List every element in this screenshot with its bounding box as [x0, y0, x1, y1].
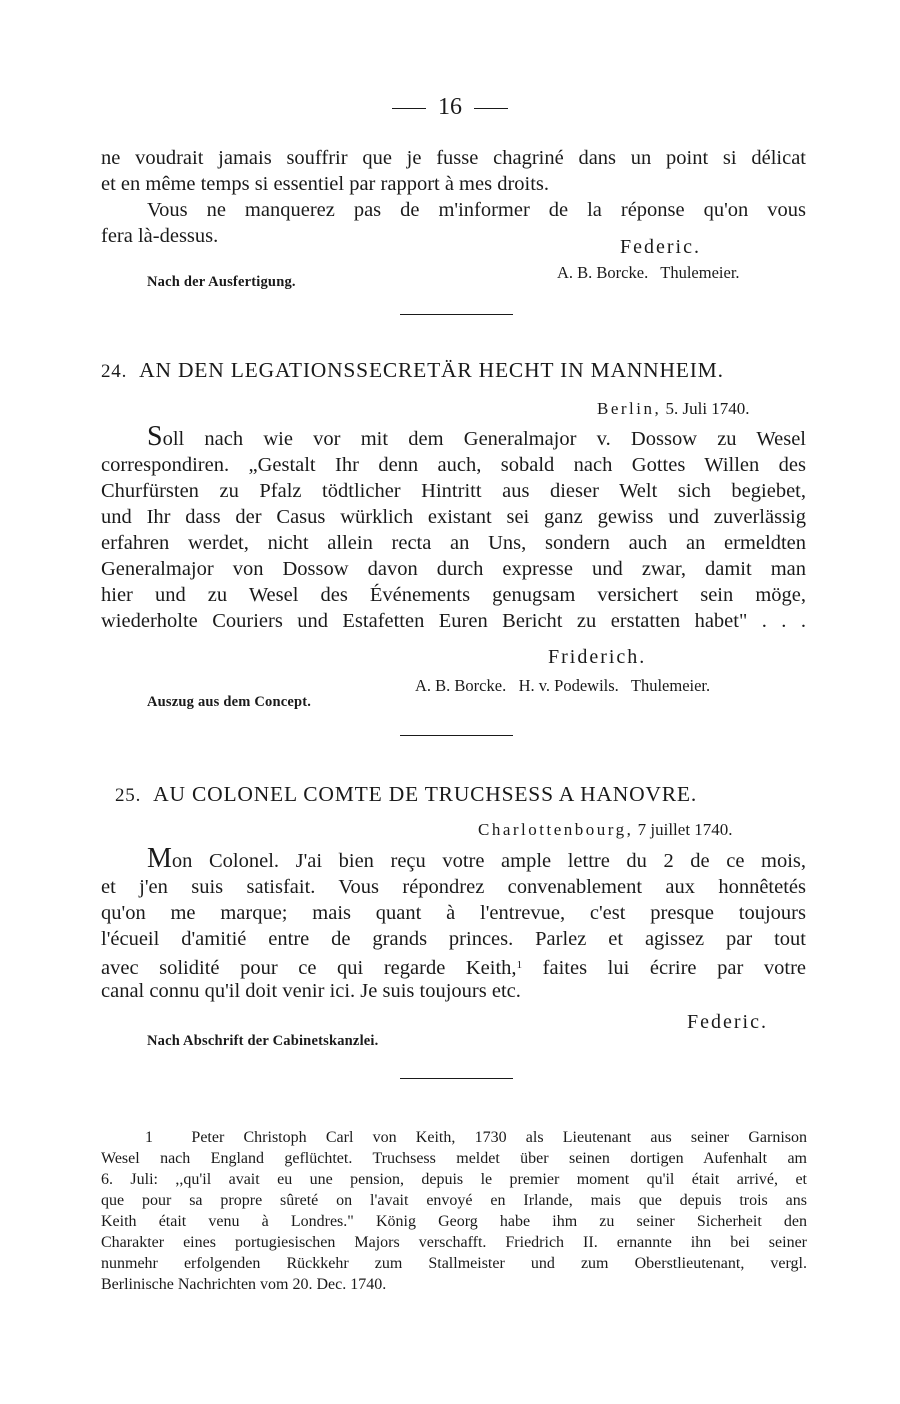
date: 7 juillet 1740. — [637, 820, 733, 839]
section-divider — [400, 314, 513, 315]
text-line: ne voudrait jamais souffrir que je fusse chagriné dans un point si délicat — [101, 147, 806, 169]
footnote-line: Charakter eines portugiesischen Majors verschafft. Friedrich II. ernannte ihn bei seiner — [101, 1234, 807, 1251]
source-note: Nach der Ausfertigung. — [147, 274, 296, 290]
footnote-reference[interactable]: 1 — [516, 959, 523, 971]
footnote-line: 6. Juli: ,,qu'il avait eu une pension, depuis le premier moment qu'il était arrivé, et — [101, 1171, 807, 1188]
dash-right — [474, 108, 508, 109]
signature: Federic. — [620, 236, 701, 258]
text-line: hier und zu Wesel des Événements genugsam versichert sein möge, — [101, 584, 806, 606]
section-divider — [400, 735, 513, 736]
page-number: 16 — [0, 94, 900, 121]
text-line: Vous ne manquerez pas de m'informer de la réponse qu'on vous — [147, 199, 806, 221]
section-divider — [400, 1078, 513, 1079]
text-line: et en même temps si essentiel par rapport à mes droits. — [101, 173, 550, 195]
text-line: wiederholte Couriers und Estafetten Euren Bericht zu erstatten habet" . . . — [101, 610, 806, 632]
text-line: correspondiren. „Gestalt Ihr denn auch, sobald nach Gottes Willen des — [101, 454, 806, 476]
text-line: Generalmajor von Dossow davon durch expresse und zwar, damit man — [101, 558, 806, 580]
letter-heading — [115, 782, 697, 807]
source-note: Auszug aus dem Concept. — [147, 694, 312, 710]
initial-letter: M — [147, 843, 172, 874]
date: 5. Juli 1740. — [665, 399, 750, 418]
text-line: erfahren werdet, nicht allein recta an Uns, sondern auch an ermeldten — [101, 532, 806, 554]
signature: Federic. — [687, 1011, 768, 1033]
footnote-marker: 1 — [145, 1129, 153, 1146]
text-line: Churfürsten zu Pfalz tödtlicher Hintritt aus dieser Welt sich begiebet, — [101, 480, 806, 502]
cosigners: A. B. Borcke. H. v. Podewils. Thulemeier. — [415, 676, 711, 695]
footnote-line: Berlinische Nachrichten vom 20. Dec. 1740. — [101, 1276, 387, 1293]
footnote-line: 1 Peter Christoph Carl von Keith, 1730 als Lieutenant aus seiner Garnison — [145, 1129, 807, 1146]
footnote-line: Keith était venu à Londres." König Georg habe ihm zu seiner Sicherheit den — [101, 1213, 807, 1230]
dateline — [597, 399, 750, 419]
cosigners: A. B. Borcke. Thulemeier. — [557, 263, 740, 282]
text-line: canal connu qu'il doit venir ici. Je suis toujours etc. — [101, 980, 521, 1002]
footnote-line: nunmehr erfolgenden Rückkehr zum Stallmeister und zum Oberstlieutenant, vergl. — [101, 1255, 807, 1272]
footnote — [101, 1127, 807, 1295]
letter-title: AU COLONEL COMTE DE TRUCHSESS A HANOVRE. — [153, 782, 698, 806]
letter-heading — [101, 358, 724, 383]
text-line: fera là-dessus. — [101, 225, 219, 247]
dash-left — [392, 108, 426, 109]
letter-number: 25. — [115, 785, 142, 806]
signature: Friderich. — [548, 646, 647, 668]
text-line: Mon Colonel. J'ai bien reçu votre ample lettre du 2 de ce mois, — [147, 843, 806, 874]
letter-title: AN DEN LEGATIONSSECRETÄR HECHT IN MANNHEIM. — [139, 358, 724, 382]
text-line: avec solidité pour ce qui regarde Keith,$^1$ faites lui écrire par votre — [101, 957, 807, 979]
text-line: und Ihr dass der Casus würklich existant sei ganz gewiss und zuverlässig — [101, 506, 806, 528]
text-line: et j'en suis satisfait. Vous répondrez convenablement aux honnêtetés — [101, 876, 806, 898]
place: Berlin, — [597, 399, 662, 418]
initial-letter: S — [147, 421, 163, 452]
letter-number: 24. — [101, 361, 128, 382]
footnote-line: que pour sa propre sûreté on l'avait envoyé en Irlande, mais que depuis trois ans — [101, 1192, 807, 1209]
text-line: qu'on me marque; mais quant à l'entrevue, c'est presque toujours — [101, 902, 806, 924]
dateline — [478, 820, 733, 840]
text-line: l'écueil d'amitié entre de grands princes. Parlez et agissez par tout — [101, 928, 806, 950]
text-line: Soll nach wie vor mit dem Generalmajor v. Dossow zu Wesel — [147, 421, 806, 452]
footnote-line: Wesel nach England geflüchtet. Truchsess meldet über seinen dortigen Aufenhalt am — [101, 1150, 807, 1167]
place: Charlottenbourg, — [478, 820, 634, 839]
source-note: Nach Abschrift der Cabinetskanzlei. — [147, 1033, 379, 1049]
